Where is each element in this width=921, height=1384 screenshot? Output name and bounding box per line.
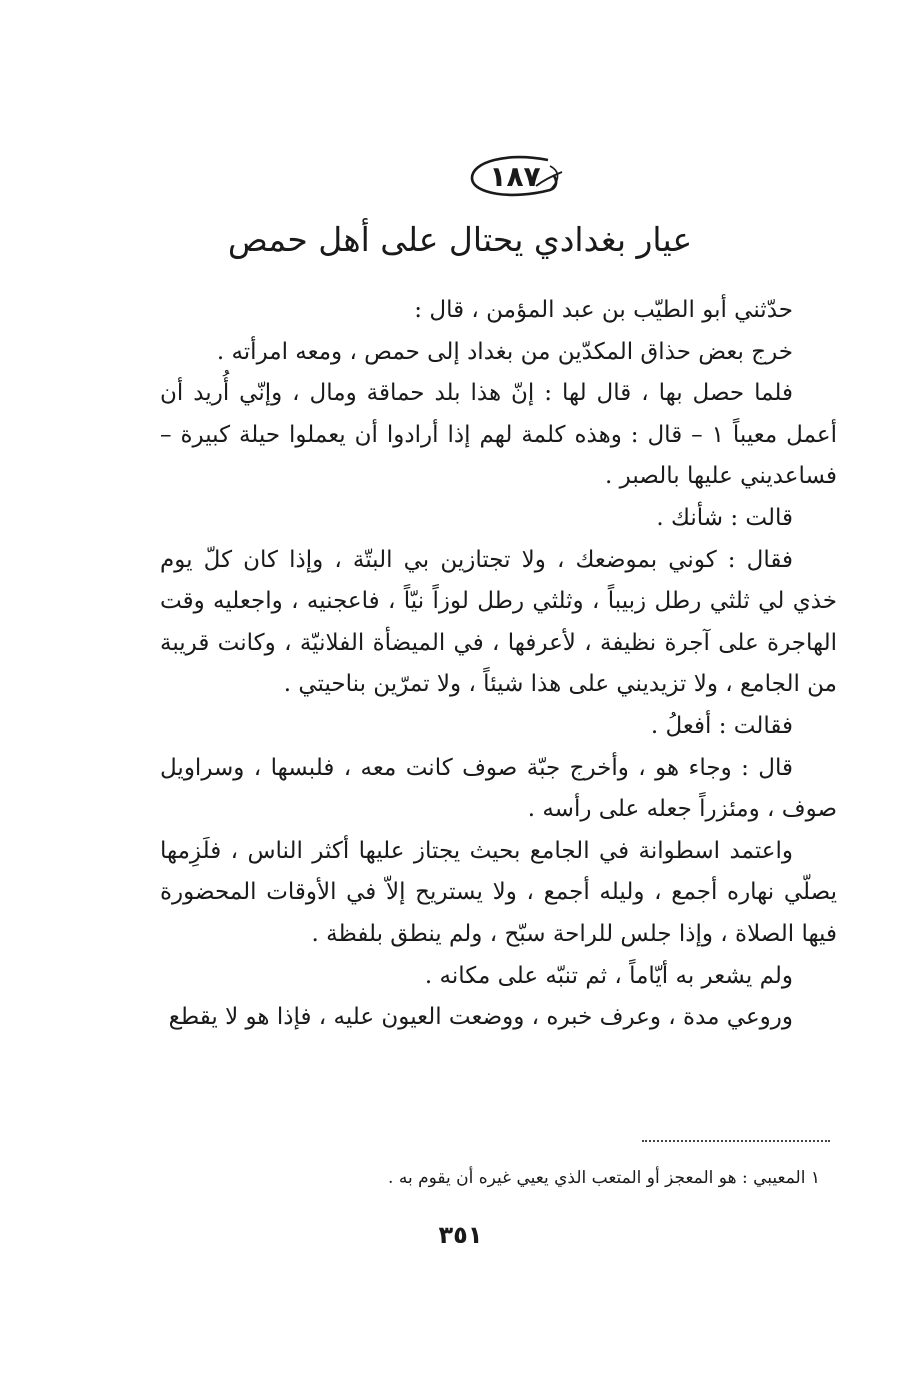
- page-number: ٣٥١: [438, 1221, 483, 1249]
- paragraph: حدّثني أبو الطيّب بن عبد المؤمن ، قال :: [414, 297, 793, 323]
- paragraph: خرج بعض حذاق المكدّين من بغداد إلى حمص ، ومعه امرأته .: [216, 338, 793, 365]
- story-number-badge: [466, 150, 564, 202]
- footnote: ١ المعيبي : هو المعجز أو المتعب الذي يعيي غيره أن يقوم به .: [388, 1168, 820, 1188]
- paragraph: قال : وجاء هو ، وأخرج جبّة صوف كانت معه ، فلبسها ، وسراويل صوف ، ومئزراً جعله على رأسه .: [160, 754, 837, 823]
- paragraph: فقالت : أفعلُ .: [650, 712, 793, 739]
- story-body: [160, 290, 837, 1039]
- paragraph: فقال : كوني بموضعك ، ولا تجتازين بي البتّة ، وإذا كان كلّ يوم خذي لي ثلثي رطل زبيباً ، وثلثي رطل لوزاً نيّاً ، فاعجنيه ، واجعليه وقت الهاجرة على آجرة نظيفة ، لأعرفها ، في الميضأة الفلانيّة ، وكانت قريبة من الجامع ، ولا تزيديني على هذا شيئاً ، ولا تمرّين بناحيتي .: [160, 546, 837, 698]
- paragraph: ولم يشعر به أيّاماً ، ثم تنبّه على مكانه .: [424, 962, 793, 989]
- paragraph: فلما حصل بها ، قال لها : إنّ هذا بلد حماقة ومال ، وإنّي أُريد أن أعمل معيباً ١ – قال : وهذه كلمة لهم إذا أرادوا أن يعملوا حيلة كبيرة – فساعديني عليها بالصبر .: [160, 380, 837, 490]
- story-number: ١٨٧: [489, 159, 541, 193]
- paragraph: قالت : شأنك .: [656, 504, 793, 531]
- story-title: عيار بغدادي يحتال على أهل حمص: [227, 220, 693, 259]
- paragraph: واعتمد اسطوانة في الجامع بحيث يجتاز عليها أكثر الناس ، فلَزِمها يصلّي نهاره أجمع ، وليله أجمع ، ولا يستريح إلاّ في الأوقات المحضورة فيها الصلاة ، وإذا جلس للراحة سبّح ، ولم ينطق بلفظة .: [160, 837, 837, 947]
- paragraph: وروعي مدة ، وعرف خبره ، ووضعت العيون عليه ، فإذا هو لا يقطع: [168, 1004, 793, 1031]
- footnote-divider: [642, 1140, 830, 1142]
